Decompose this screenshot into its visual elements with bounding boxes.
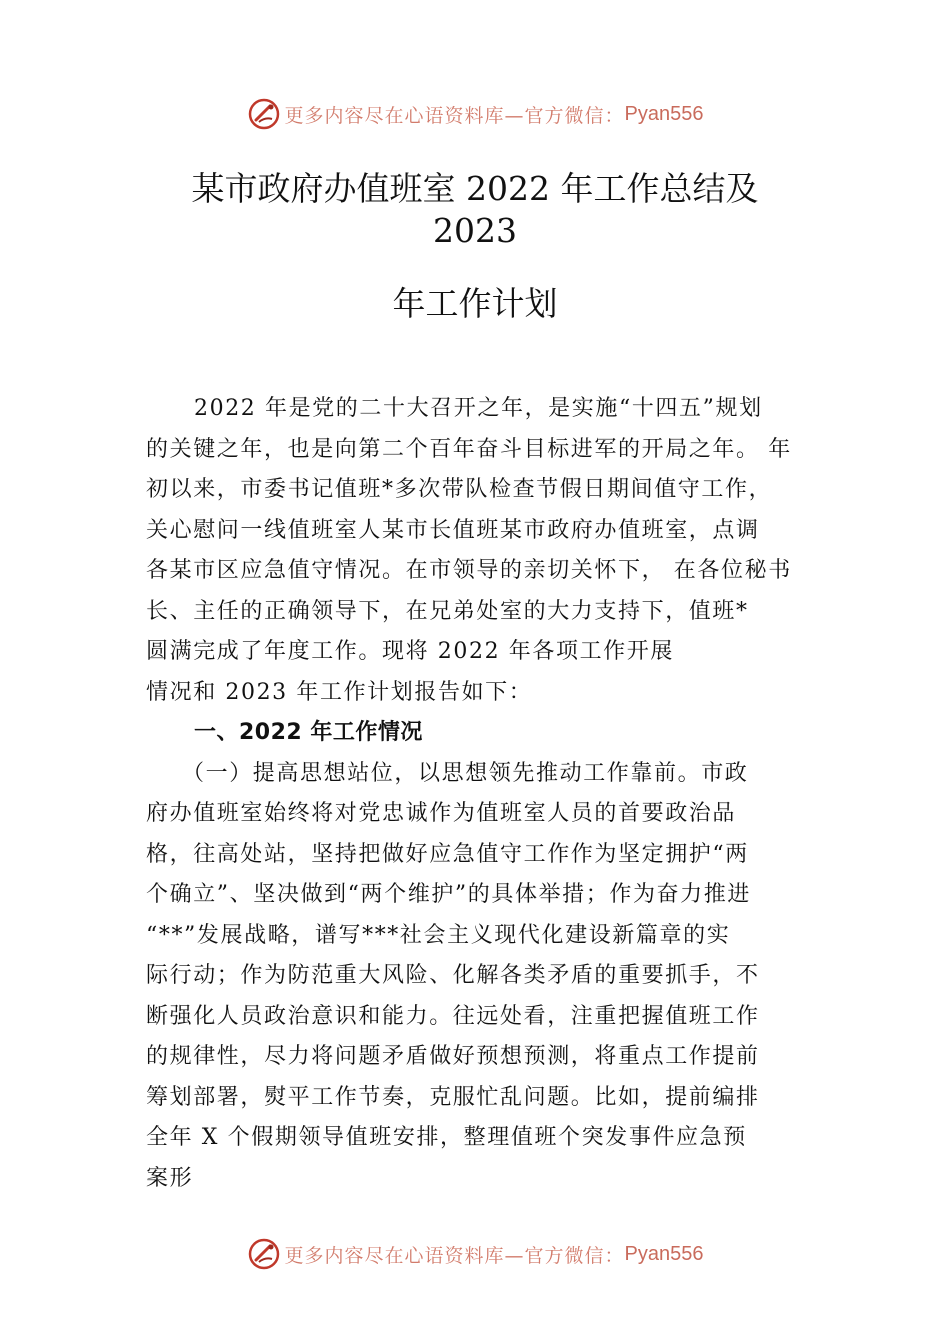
text-line: 2022 年是党的二十大召开之年，是实施“十四五”规划	[194, 396, 763, 421]
watermark-text: 更多内容尽在心语资料库—官方微信：	[284, 1244, 625, 1267]
text-line: 全年 X 个假期领导值班安排，整理值班个突发事件应急预	[146, 1125, 747, 1150]
text-line: 长、主任的正确领导下，在兄弟处室的大力支持下，值班*	[146, 598, 749, 624]
text-line: 初以来，市委书记值班*多次带队检查节假日期间值守工作，	[146, 477, 773, 502]
watermark-contact: Pyan556	[624, 102, 704, 125]
text-line: 格，往高处站，坚持把做好应急值守工作作为坚定拥护“两	[146, 841, 749, 867]
text-line: 断强化人员政治意识和能力。往远处看，注重把握值班工作	[146, 1003, 760, 1029]
watermark-footer	[0, 1234, 950, 1274]
watermark-header	[0, 94, 950, 134]
text-line: 筹划部署，熨平工作节奏，克服忙乱问题。比如，提前编排	[146, 1084, 760, 1110]
intro-paragraph	[146, 389, 812, 713]
text-line: 个确立”、坚决做到“两个维护”的具体举措；作为奋力推进	[146, 882, 751, 907]
watermark-text: 更多内容尽在心语资料库—官方微信：	[284, 104, 625, 127]
text-line: 的规律性，尽力将问题矛盾做好预想预测，将重点工作提前	[146, 1044, 760, 1069]
text-line: “**”发展战略，谱写***社会主义现代化建设新篇章的实	[146, 922, 731, 948]
text-line: 关心慰问一线值班室人某市长值班某市政府办值班室，点调	[146, 517, 760, 543]
text-line: 圆满完成了年度工作。现将 2022 年各项工作开展	[146, 639, 674, 664]
text-line: （一）提高思想站位，以思想领先推动工作靠前。市政	[182, 760, 749, 786]
document-body	[146, 389, 812, 1199]
watermark-logo-icon	[247, 97, 281, 131]
text-line: 情况和 2023 年工作计划报告如下：	[146, 679, 533, 705]
text-line: 案形	[146, 1165, 194, 1191]
section-heading: 一、2022 年工作情况	[194, 720, 423, 745]
page-title-line-1: 某市政府办值班室 2022 年工作总结及	[191, 169, 759, 208]
text-line: 府办值班室始终将对党忠诚作为值班室人员的首要政治品	[146, 801, 737, 826]
page-title-line-2: 2023	[433, 211, 517, 250]
watermark-contact: Pyan556	[624, 1242, 704, 1265]
page-title-line-3: 年工作计划	[392, 284, 558, 323]
watermark-logo-icon	[247, 1237, 281, 1271]
text-line: 际行动；作为防范重大风险、化解各类矛盾的重要抓手，不	[146, 963, 760, 988]
section-paragraph	[146, 754, 812, 1200]
text-line: 各某市区应急值守情况。在市领导的亲切关怀下， 在各位秘书	[146, 558, 792, 583]
text-line: 的关键之年，也是向第二个百年奋斗目标进军的开局之年。 年	[146, 436, 792, 462]
